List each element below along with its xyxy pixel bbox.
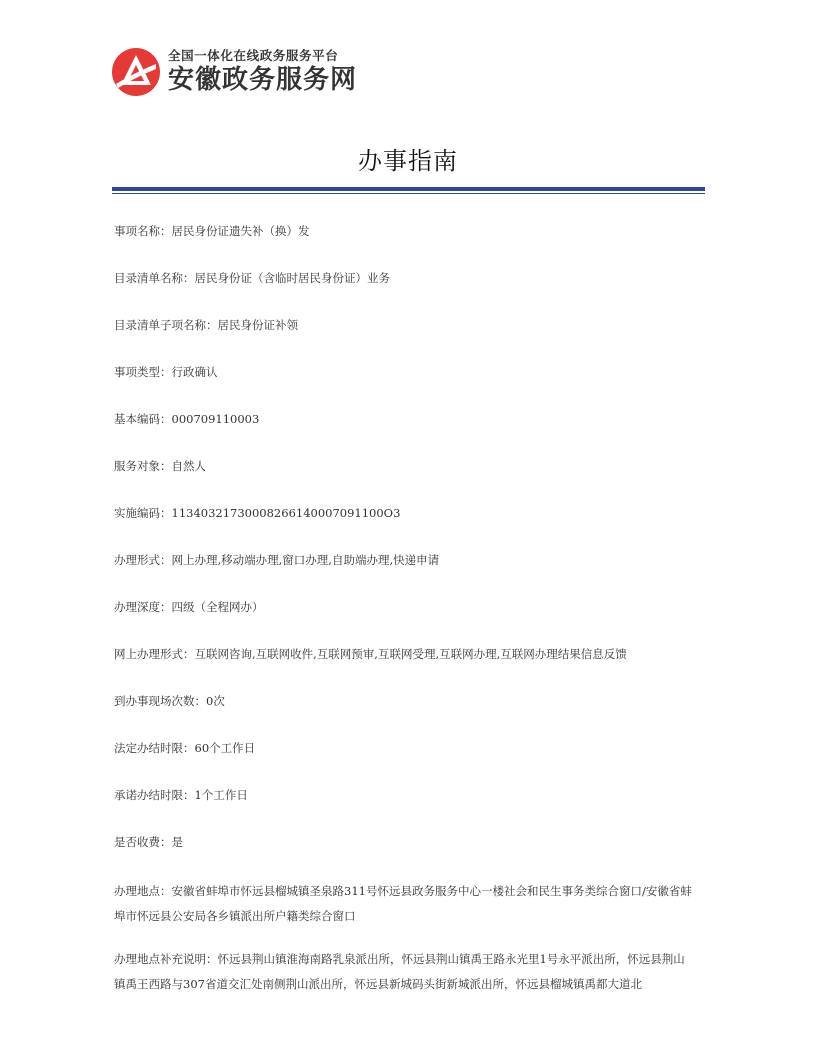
field-implementation-code: 实施编码：11340321730008266140007091100O3 bbox=[114, 506, 401, 520]
document-title: 办事指南 bbox=[358, 147, 458, 175]
field-site-visits: 到办事现场次数：0次 bbox=[114, 694, 225, 708]
anhui-gov-service-logo-icon bbox=[110, 46, 162, 98]
divider-thick-line bbox=[112, 187, 705, 191]
field-legal-time-limit: 法定办结时限：60个工作日 bbox=[114, 741, 256, 755]
divider-thin-line bbox=[112, 193, 705, 194]
field-location-notes: 办理地点补充说明：怀远县荆山镇淮海南路乳泉派出所，怀远县荆山镇禹王路永光里1号永平派出所，怀远县荆山镇禹王西路与307省道交汇处南侧荆山派出所，怀远县新城码头街新城派出所，怀远县榴城镇禹都大道北 bbox=[114, 952, 685, 991]
logo-text bbox=[168, 48, 357, 96]
guide-fields bbox=[114, 221, 694, 1015]
field-promised-time-limit: 承诺办结时限：1个工作日 bbox=[114, 788, 248, 802]
field-handling-location: 办理地点：安徽省蚌埠市怀远县榴城镇圣泉路311号怀远县政务服务中心一楼社会和民生事务类综合窗口/安徽省蚌埠市怀远县公安局各乡镇派出所户籍类综合窗口 bbox=[114, 884, 692, 923]
site-title: 安徽政务服务网 bbox=[168, 65, 358, 95]
title-divider bbox=[112, 187, 705, 194]
field-item-name: 事项名称：居民身份证遗失补（换）发 bbox=[114, 224, 310, 238]
field-basic-code: 基本编码：000709110003 bbox=[114, 412, 260, 426]
field-catalog-name: 目录清单名称：居民身份证（含临时居民身份证）业务 bbox=[114, 271, 390, 285]
field-service-target: 服务对象：自然人 bbox=[114, 459, 206, 473]
field-fee-charged: 是否收费：是 bbox=[114, 835, 183, 849]
site-header bbox=[110, 44, 357, 100]
field-handling-depth: 办理深度：四级（全程网办） bbox=[114, 600, 264, 614]
field-online-handling-form: 网上办理形式：互联网咨询,互联网收件,互联网预审,互联网受理,互联网办理,互联网办理结果信息反馈 bbox=[114, 647, 627, 661]
field-item-type: 事项类型：行政确认 bbox=[114, 365, 218, 379]
field-handling-form: 办理形式：网上办理,移动端办理,窗口办理,自助端办理,快递申请 bbox=[114, 553, 440, 567]
platform-subtitle: 全国一体化在线政务服务平台 bbox=[168, 48, 339, 63]
field-catalog-subitem: 目录清单子项名称：居民身份证补领 bbox=[114, 318, 298, 332]
